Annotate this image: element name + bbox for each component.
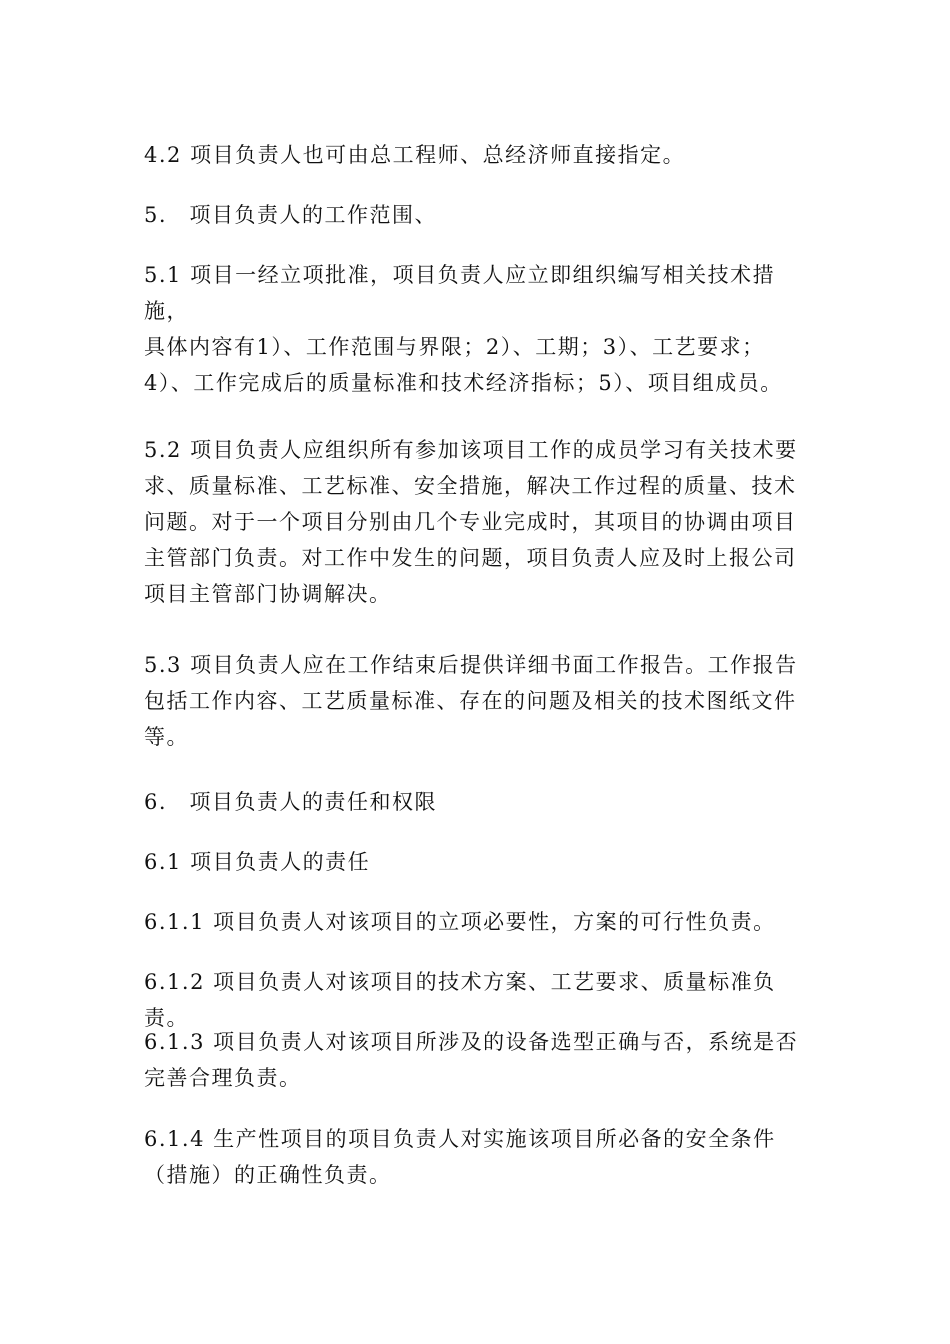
paragraph-6-1-2: 6.1.2 项目负责人对该项目的技术方案、工艺要求、质量标准负责。 <box>144 970 776 1030</box>
heading-section-5: 5. 项目负责人的工作范围、 <box>144 203 438 227</box>
paragraph-5-3: 5.3 项目负责人应在工作结束后提供详细书面工作报告。工作报告 包括工作内容、工艺质量标准、存在的问题及相关的技术图纸文件 等。 <box>144 653 798 749</box>
paragraph-6-1-1: 6.1.1 项目负责人对该项目的立项必要性，方案的可行性负责。 <box>144 910 776 934</box>
paragraph-5-1: 5.1 项目一经立项批准，项目负责人应立即组织编写相关技术措施， 具体内容有1）、工作范围与界限；2）、工期；3）、工艺要求； 4）、工作完成后的质量标准和技术经济指标；5）、项目组成员。 <box>144 263 783 395</box>
heading-6-1: 6.1 项目负责人的责任 <box>144 850 371 874</box>
paragraph-5-2: 5.2 项目负责人应组织所有参加该项目工作的成员学习有关技术要 求、质量标准、工艺标准、安全措施，解决工作过程的质量、技术 问题。对于一个项目分别由几个专业完成时，其项目的协调由项目 主管部门负责。对工作中发生的问题，项目负责人应及时上报公司 项目主管部门协调解决。 <box>144 438 798 606</box>
paragraph-6-1-3: 6.1.3 项目负责人对该项目所涉及的设备选型正确与否，系统是否 完善合理负责。 <box>144 1030 799 1090</box>
heading-section-6: 6. 项目负责人的责任和权限 <box>144 790 438 814</box>
paragraph-6-1-4: 6.1.4 生产性项目的项目负责人对实施该项目所必备的安全条件 （措施）的正确性负责。 <box>144 1127 776 1187</box>
paragraph-4-2: 4.2 项目负责人也可由总工程师、总经济师直接指定。 <box>144 143 686 167</box>
